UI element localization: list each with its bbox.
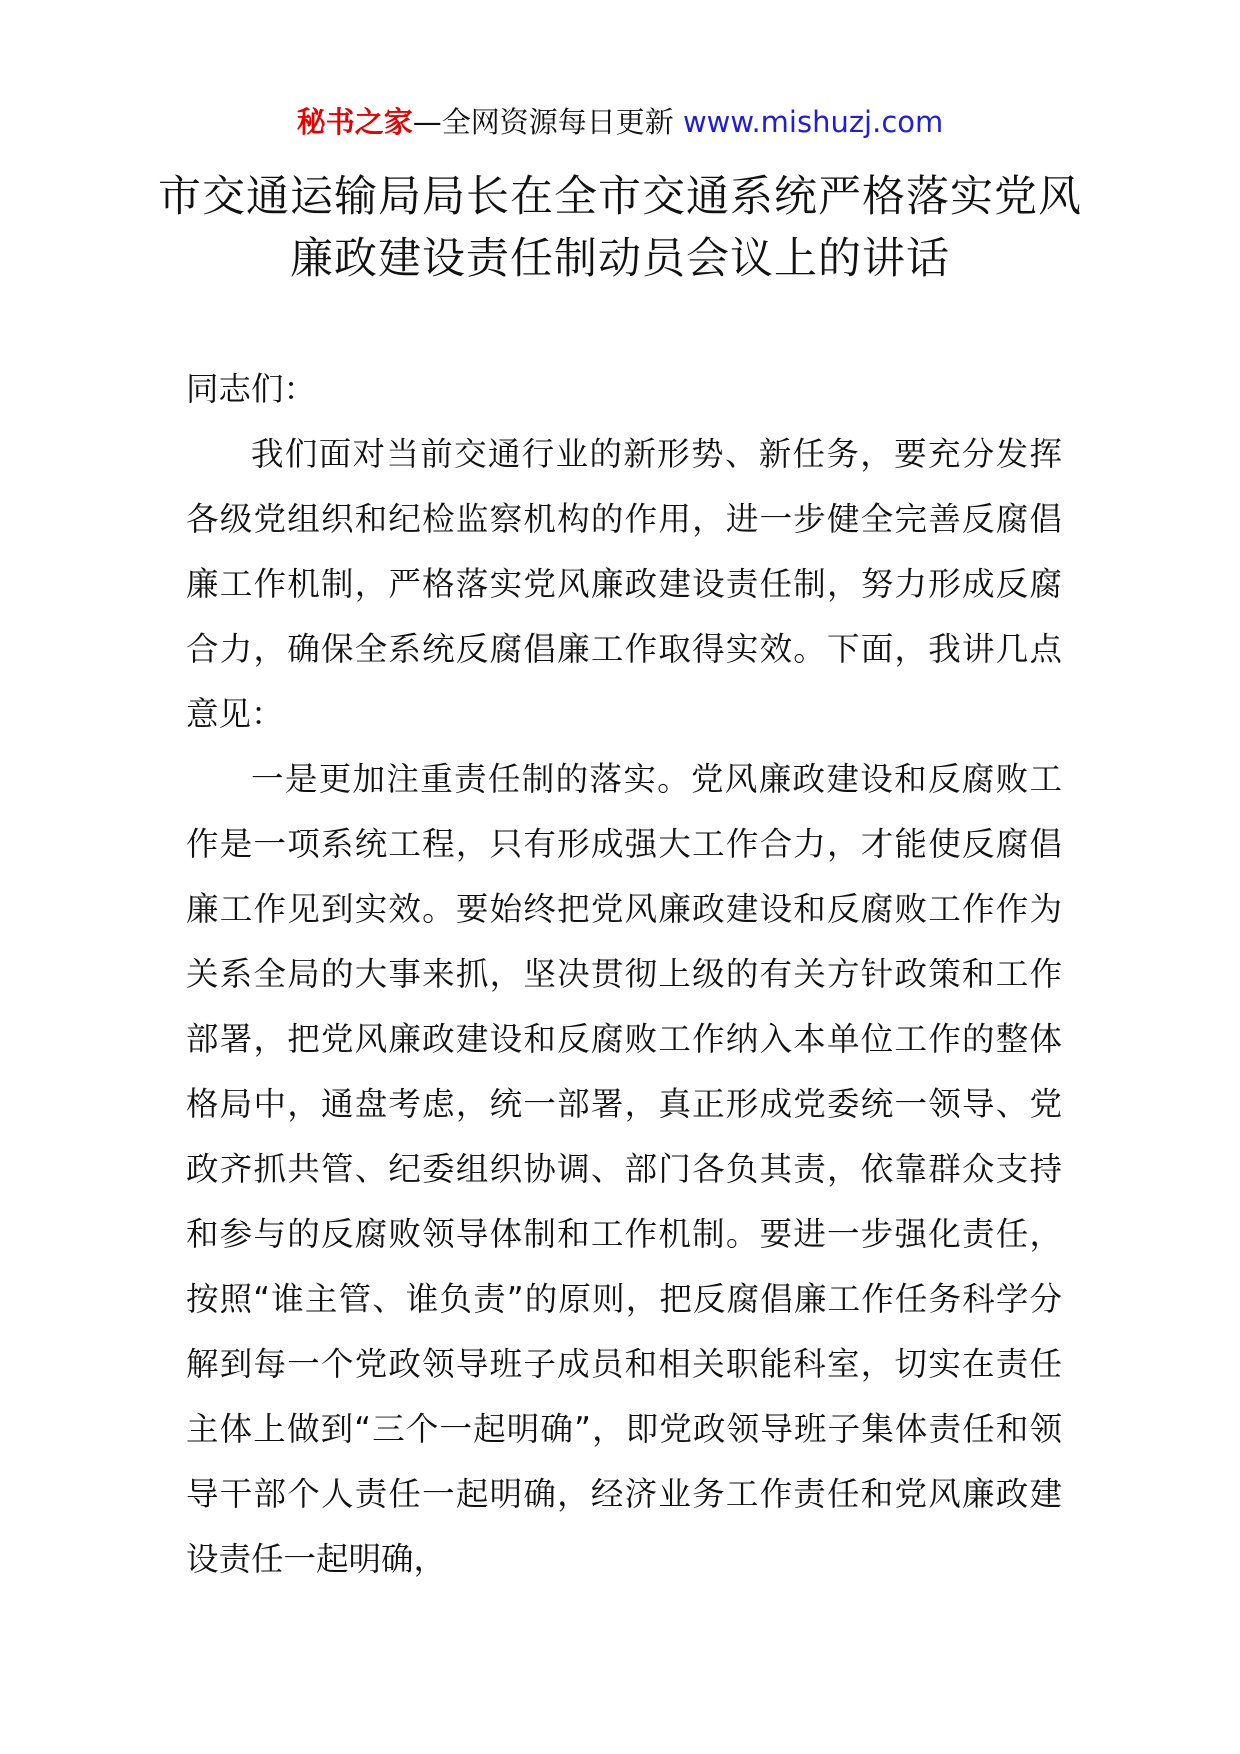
body-paragraph-first-point: 一是更加注重责任制的落实。党风廉政建设和反腐败工作是一项系统工程，只有形成强大工作合力，才能使反腐倡廉工作见到实效。要始终把党风廉政建设和反腐败工作作为关系全局的大事来抓，坚决贯彻上级的有关方针政策和工作部署，把党风廉政建设和反腐败工作纳入本单位工作的整体格局中，通盘考虑，统一部署，真正形成党委统一领导、党政齐抓共管、纪委组织协调、部门各负其责，依靠群众支持和参与的反腐败领导体制和工作机制。要进一步强化责任，按照“谁主管、谁负责”的原则，把反腐倡廉工作任务科学分解到每一个党政领导班子成员和相关职能科室，切实在责任主体上做到“三个一起明确”，即党政领导班子集体责任和领导干部个人责任一起明确，经济业务工作责任和党风廉政建设责任一起明确， (186, 760, 1062, 1578)
brand-name: 秘书之家 (296, 105, 413, 139)
body-paragraph-intro: 我们面对当前交通行业的新形势、新任务，要充分发挥各级党组织和纪检监察机构的作用，进一步健全完善反腐倡廉工作机制，严格落实党风廉政建设责任制，努力形成反腐合力，确保全系统反腐倡廉工作取得实效。下面，我讲几点意见： (186, 435, 1062, 733)
site-url[interactable]: www.mishuzj.com (673, 105, 944, 139)
banner-tagline: —全网资源每日更新 (412, 105, 674, 139)
site-banner (0, 102, 1240, 142)
salutation: 同志们： (186, 370, 317, 408)
document-title: 市交通运输局局长在全市交通系统严格落实党风廉政建设责任制动员会议上的讲话 (158, 172, 1082, 284)
document-body (186, 357, 1062, 1592)
